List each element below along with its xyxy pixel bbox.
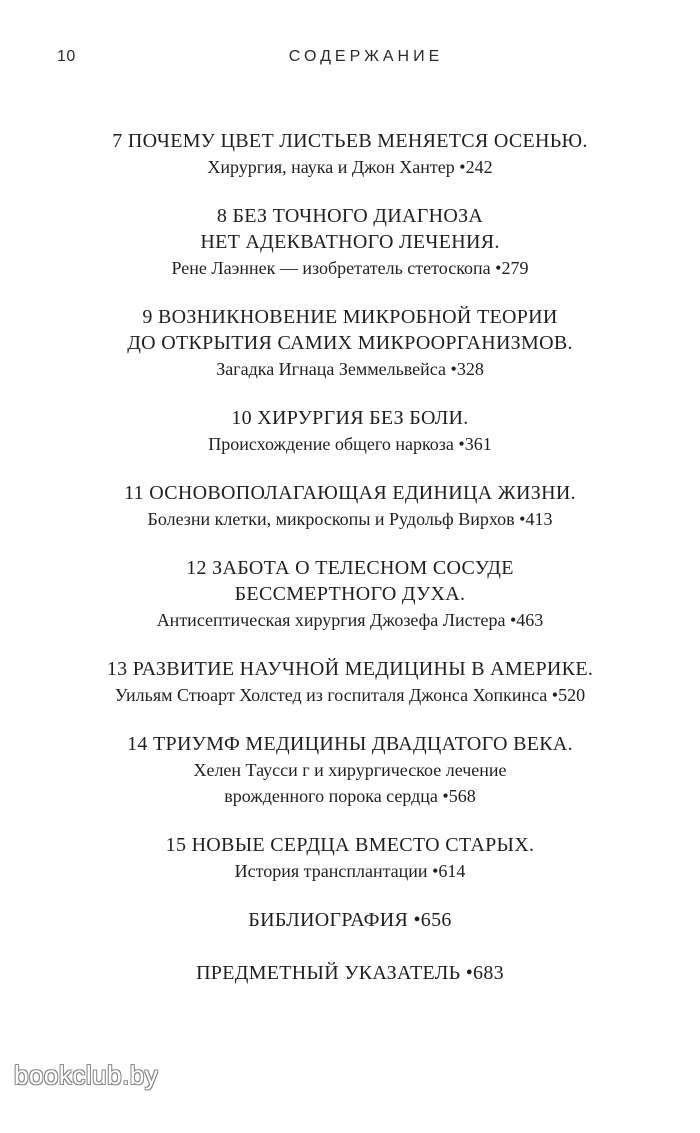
back-matter-title: ПРЕДМЕТНЫЙ УКАЗАТЕЛЬ: [196, 962, 461, 984]
chapter-subtitle-line: Уильям Стюарт Холстед из госпиталя Джонса Хопкинса: [114, 685, 548, 705]
toc-entry-subtitle: [0, 682, 700, 708]
chapter-subtitle-line: Антисептическая хирургия Джозефа Листера: [156, 610, 506, 630]
toc-entry-title: [0, 304, 700, 330]
page-ref: 656: [420, 909, 452, 931]
toc-entry-title: [0, 229, 700, 255]
toc-entry-9: [0, 304, 700, 382]
toc-entry-14: [0, 731, 700, 809]
toc-entry-subtitle: [0, 783, 700, 809]
bullet-separator: [454, 434, 465, 454]
toc-entry-15: [0, 832, 700, 884]
bullet-separator: [505, 610, 516, 630]
section-title: СОДЕРЖАНИЕ: [288, 48, 444, 65]
toc-entry-title: [0, 330, 700, 356]
toc-entry-bibliography: [0, 907, 700, 933]
toc-entry-13: [0, 656, 700, 708]
chapter-number: 10: [231, 407, 252, 429]
chapter-title-line: БЕССМЕРТНОГО ДУХА.: [234, 583, 466, 605]
chapter-title-line: ХИРУРГИЯ БЕЗ БОЛИ.: [257, 407, 469, 429]
chapter-title-line: НОВЫЕ СЕРДЦА ВМЕСТО СТАРЫХ.: [191, 834, 535, 856]
toc-entry-title: [0, 405, 700, 431]
page-number: 10: [57, 48, 76, 65]
chapter-title-line: ЗАБОТА О ТЕЛЕСНОМ СОСУДЕ: [212, 557, 514, 579]
toc-entry-12: [0, 555, 700, 633]
chapter-number: 14: [127, 733, 148, 755]
page-ref: 413: [525, 509, 553, 529]
watermark-logo: bookclub.by: [14, 1060, 159, 1090]
chapter-number: 8: [216, 205, 228, 227]
bullet-separator: [446, 359, 457, 379]
page-ref: 328: [456, 359, 484, 379]
page-ref: 361: [464, 434, 492, 454]
chapter-subtitle-line: История трансплантации: [234, 861, 428, 881]
chapter-number: 12: [186, 557, 207, 579]
toc-entry-subtitle: [0, 255, 700, 281]
chapter-title-line: ОСНОВОПОЛАГАЮЩАЯ ЕДИНИЦА ЖИЗНИ.: [149, 482, 576, 504]
chapter-subtitle-line: Хирургия, наука и Джон Хантер: [207, 157, 455, 177]
bullet-separator: [547, 685, 558, 705]
toc-entry-subtitle: [0, 607, 700, 633]
page-ref: 279: [501, 258, 529, 278]
toc-entry-7: [0, 128, 700, 180]
back-matter-title: БИБЛИОГРАФИЯ: [248, 909, 409, 931]
toc-entry-subtitle: [0, 757, 700, 783]
chapter-title-line: ВОЗНИКНОВЕНИЕ МИКРОБНОЙ ТЕОРИИ: [157, 306, 558, 328]
chapter-subtitle-line: Болезни клетки, микроскопы и Рудольф Вирхов: [147, 509, 515, 529]
toc-entry-title: [0, 731, 700, 757]
chapter-title-line: ДО ОТКРЫТИЯ САМИХ МИКРООРГАНИЗМОВ.: [127, 332, 573, 354]
bullet-separator: [460, 962, 473, 984]
page-ref: 520: [558, 685, 586, 705]
chapter-title-line: РАЗВИТИЕ НАУЧНОЙ МЕДИЦИНЫ В АМЕРИКЕ.: [132, 658, 594, 680]
chapter-number: 11: [124, 482, 144, 504]
page-ref: 614: [438, 861, 466, 881]
chapter-number: 13: [106, 658, 128, 680]
bullet-separator: [438, 786, 449, 806]
toc-entry-subtitle: [0, 506, 700, 532]
bullet-separator: [491, 258, 502, 278]
bullet-separator: [515, 509, 526, 529]
chapter-number: 9: [142, 306, 153, 328]
table-of-contents: [0, 128, 700, 1009]
bullet-separator: [455, 157, 466, 177]
chapter-number: 15: [165, 834, 187, 856]
toc-entry-title: [0, 960, 700, 986]
page-ref: 683: [473, 962, 504, 984]
bullet-separator: [408, 909, 421, 931]
toc-entry-subtitle: [0, 858, 700, 884]
toc-entry-title: [0, 581, 700, 607]
chapter-title-line: ТРИУМФ МЕДИЦИНЫ ДВАДЦАТОГО ВЕКА.: [153, 733, 573, 755]
chapter-subtitle-line: Хелен Таусси г и хирургическое лечение: [193, 760, 507, 780]
toc-entry-10: [0, 405, 700, 457]
toc-entry-title: [0, 555, 700, 581]
toc-entry-title: [0, 128, 700, 154]
toc-entry-title: [0, 907, 700, 933]
toc-entry-subtitle: [0, 431, 700, 457]
chapter-subtitle-line: Происхождение общего наркоза: [208, 434, 454, 454]
chapter-subtitle-line: врожденного порока сердца: [224, 786, 438, 806]
chapter-title-line: НЕТ АДЕКВАТНОГО ЛЕЧЕНИЯ.: [200, 231, 500, 253]
chapter-title-line: БЕЗ ТОЧНОГО ДИАГНОЗА: [232, 205, 484, 227]
toc-entry-subtitle: [0, 356, 700, 382]
toc-entry-title: [0, 832, 700, 858]
page-ref: 463: [516, 610, 544, 630]
bullet-separator: [428, 861, 439, 881]
toc-entry-8: [0, 203, 700, 281]
toc-entry-title: [0, 656, 700, 682]
running-head: [0, 48, 700, 72]
chapter-subtitle-line: Рене Лаэннек — изобретатель стетоскопа: [171, 258, 491, 278]
page-ref: 568: [448, 786, 476, 806]
chapter-title-line: ПОЧЕМУ ЦВЕТ ЛИСТЬЕВ МЕНЯЕТСЯ ОСЕНЬЮ.: [127, 130, 588, 152]
toc-entry-index: [0, 960, 700, 986]
page-ref: 242: [465, 157, 493, 177]
toc-entry-subtitle: [0, 154, 700, 180]
toc-entry-title: [0, 480, 700, 506]
toc-entry-title: [0, 203, 700, 229]
toc-entry-11: [0, 480, 700, 532]
chapter-number: 7: [112, 130, 123, 152]
chapter-subtitle-line: Загадка Игнаца Земмельвейса: [216, 359, 446, 379]
